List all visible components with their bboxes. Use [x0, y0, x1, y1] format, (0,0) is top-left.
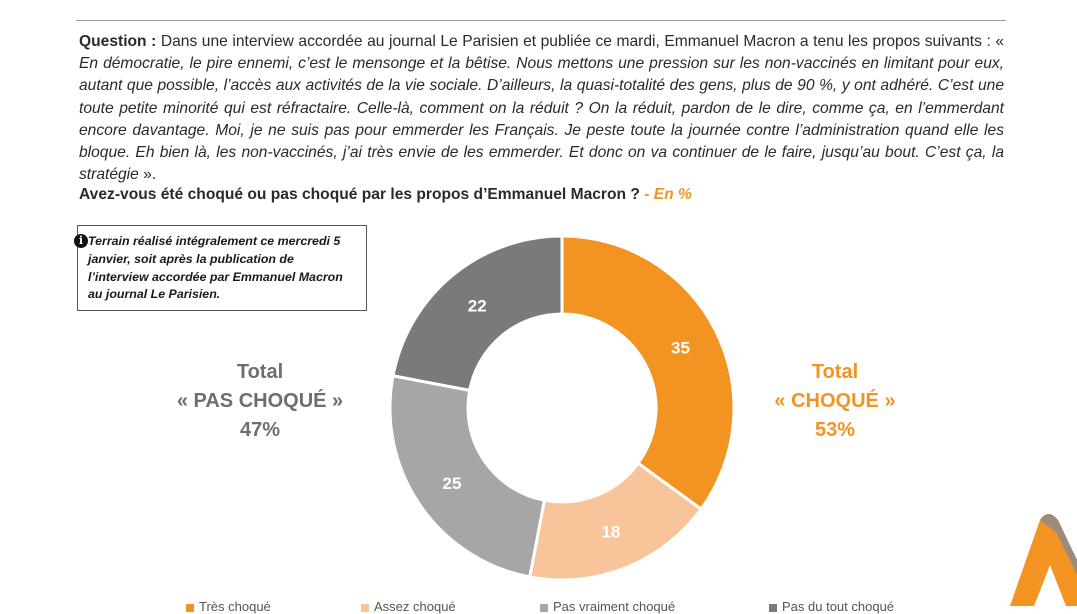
note-text: Terrain réalisé intégralement ce mercredi 5 janvier, soit après la publication de l’interview accordée par Emmanuel Macron au journal Le Parisien. [88, 234, 343, 302]
chart-legend [0, 594, 1077, 614]
total-right-line2: « CHOQUÉ » [774, 390, 896, 412]
total-choque [735, 358, 935, 445]
donut-slices [390, 236, 734, 580]
question-quote: En démocratie, le pire ennemi, c’est le mensonge et la bêtise. Nous mettons une pression sur les non-vaccinés en limitant pour eux, autant que possible, l’accès aux activités de la vie sociale. D’ailleurs, la quasi-totalité des gens, plus de 90 %, y ont adhéré. C’est une toute petite minorité qui est réfractaire. Celle-là, comment on la réduit ? On la réduit, pardon de le dire, comme ça, en l’emmerdant encore davantage. Moi, je ne suis pas pour emmerder les Français. Je peste toute la journée contre l’administration quand elle les bloque. Eh bien là, les non-vaccinés, j’ai très envie de les emmerder. Et donc on va continuer de le faire, jusqu’au bout. C’est ça, la stratégie [79, 55, 1004, 184]
legend-label-pas-vraiment-choque: Pas vraiment choqué [553, 599, 676, 614]
label-pas-du-tout-choque: 22 [467, 296, 487, 316]
slice-pas-vraiment-choque [390, 376, 544, 577]
total-right-line3: 53% [814, 419, 856, 441]
legend-item-pas-du-tout-choque [769, 599, 894, 614]
label-tres-choque: 35 [671, 338, 690, 358]
legend-item-pas-vraiment-choque [540, 599, 675, 614]
legend-swatch-pas-du-tout-choque [769, 604, 777, 612]
question-label: Question : [79, 33, 157, 50]
brand-logo [1010, 514, 1077, 606]
total-pas-choque [160, 358, 360, 445]
total-left-line1: Total [236, 361, 284, 383]
legend-swatch-assez-choque [361, 604, 369, 612]
brand-logo-stroke-orange [1010, 514, 1077, 606]
info-icon: i [74, 234, 88, 248]
question-intro: Dans une interview accordée au journal Le Parisien et publiée ce mardi, Emmanuel Macron a tenu les propos suivants : « [160, 33, 1004, 50]
subtitle-text: Avez-vous été choqué ou pas choqué par les propos d’Emmanuel Macron ? [79, 186, 640, 203]
total-right-line1: Total [811, 361, 859, 383]
label-pas-vraiment-choque: 25 [442, 473, 462, 493]
total-left-line3: 47% [239, 419, 281, 441]
legend-item-assez-choque [361, 599, 456, 614]
slice-tres-choque [562, 236, 734, 509]
label-assez-choque: 18 [601, 522, 621, 542]
total-left-line2: « PAS CHOQUÉ » [176, 390, 344, 412]
legend-swatch-tres-choque [186, 604, 194, 612]
legend-item-tres-choque [186, 599, 271, 614]
legend-label-assez-choque: Assez choqué [374, 599, 456, 614]
legend-label-pas-du-tout-choque: Pas du tout choqué [782, 599, 895, 614]
legend-label-tres-choque: Très choqué [199, 599, 271, 614]
legend-swatch-pas-vraiment-choque [540, 604, 548, 612]
question-closing: ». [143, 166, 157, 184]
subtitle-unit: - En % [644, 186, 692, 203]
